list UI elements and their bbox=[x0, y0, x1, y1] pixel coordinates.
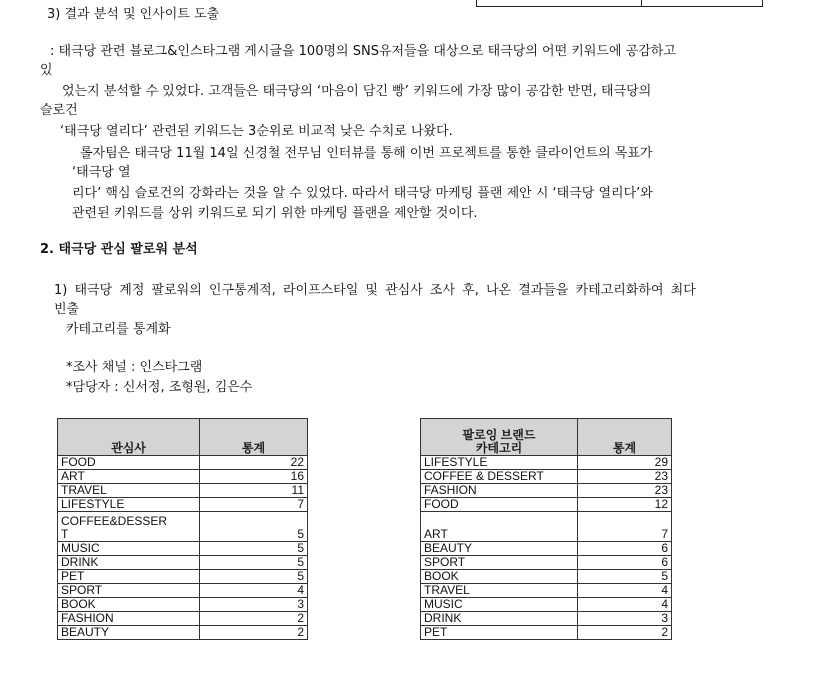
table-cell-count: 6 bbox=[578, 542, 672, 556]
table-cell-count: 5 bbox=[578, 570, 672, 584]
paragraph-line: 리다’ 핵심 슬로건의 강화라는 것을 알 수 있었다. 따라서 태극당 마케팅 플랜 제안 시 ‘태극당 열리다’와 bbox=[72, 186, 653, 201]
section-2-heading: 2. 태극당 관심 팔로워 분석 bbox=[40, 242, 198, 257]
table-cell-category: SPORT bbox=[421, 556, 578, 570]
table-cell-category: FASHION bbox=[58, 612, 200, 626]
paragraph-line: 1) 태극당 계정 팔로워의 인구통계적, 라이프스타일 및 관심사 조사 후, 나온 결과들을 카테고리화하여 최다 bbox=[54, 283, 696, 298]
table-cell-count: 2 bbox=[578, 626, 672, 640]
table-cell-category: FOOD bbox=[421, 498, 578, 512]
interest-table bbox=[57, 418, 308, 640]
paragraph-line: 슬로건 bbox=[40, 103, 78, 118]
table-cell-category: FASHION bbox=[421, 484, 578, 498]
interest-header: 관심사 bbox=[58, 419, 200, 456]
table-cell-category: DRINK bbox=[421, 612, 578, 626]
table-cell-category: FOOD bbox=[58, 456, 200, 470]
table-cell-count: 16 bbox=[200, 470, 308, 484]
paragraph-line: 었는지 분석할 수 있었다. 고객들은 태극당의 ‘마음이 담긴 빵’ 키워드에 가장 많이 공감한 반면, 태극당의 bbox=[62, 84, 652, 99]
table-cell-category: MUSIC bbox=[58, 542, 200, 556]
brand-category-header-line1: 팔로잉 브랜드 bbox=[462, 428, 536, 442]
table-cell-count: 5 bbox=[200, 512, 308, 542]
count-header: 통계 bbox=[578, 419, 672, 456]
brand-category-header-line2: 카테고리 bbox=[475, 441, 523, 455]
table-cell-count: 6 bbox=[578, 556, 672, 570]
paragraph-line: : 태극당 관련 블로그&인스타그램 게시글을 100명의 SNS유저들을 대상으로 태극당의 어떤 키워드에 공감하고 bbox=[50, 44, 676, 59]
paragraph-line: 빈출 bbox=[54, 302, 80, 317]
count-header: 통계 bbox=[200, 419, 308, 456]
table-cell-category: BEAUTY bbox=[58, 626, 200, 640]
brand-category-header bbox=[421, 419, 578, 456]
table-cell-category: COFFEE & DESSERT bbox=[421, 470, 578, 484]
table-cell-category: SPORT bbox=[58, 584, 200, 598]
paragraph-line: 카테고리를 통계화 bbox=[66, 322, 171, 337]
table-cell-count: 2 bbox=[200, 626, 308, 640]
table-cell-category: ART bbox=[421, 512, 578, 542]
paragraph-line: ‘태극당 열리다’ 관련된 키워드는 3순위로 비교적 낮은 수치로 나왔다. bbox=[60, 124, 453, 139]
paragraph-line: 롤자팀은 태극당 11월 14일 신경철 전무님 인터뷰를 통해 이번 프로젝트를 통한 클라이언트의 목표가 bbox=[80, 146, 653, 161]
table-cell-count: 12 bbox=[578, 498, 672, 512]
survey-staff: *담당자 : 신서정, 조형원, 김은수 bbox=[66, 380, 253, 395]
table-cell-count: 4 bbox=[578, 598, 672, 612]
table-cell-count: 4 bbox=[200, 584, 308, 598]
table-cell-category: TRAVEL bbox=[421, 584, 578, 598]
table-cell-count: 22 bbox=[200, 456, 308, 470]
table-cell-count: 29 bbox=[578, 456, 672, 470]
table-cell-count: 5 bbox=[200, 570, 308, 584]
table-cell-category: DRINK bbox=[58, 556, 200, 570]
table-cell-category: BOOK bbox=[421, 570, 578, 584]
table-cell-category: BOOK bbox=[58, 598, 200, 612]
table-cell-count: 5 bbox=[200, 542, 308, 556]
table-cell-count: 7 bbox=[200, 498, 308, 512]
table-cell-count: 4 bbox=[578, 584, 672, 598]
table-cell-category: PET bbox=[58, 570, 200, 584]
table-cell-category: COFFEE&DESSER T bbox=[58, 512, 200, 542]
table-cell-count: 11 bbox=[200, 484, 308, 498]
table-cell-count: 23 bbox=[578, 470, 672, 484]
table-cell-count: 2 bbox=[200, 612, 308, 626]
table-cell-category: LIFESTYLE bbox=[58, 498, 200, 512]
table-cell-count: 3 bbox=[578, 612, 672, 626]
table-cell-category: ART bbox=[58, 470, 200, 484]
following-brand-table bbox=[420, 418, 672, 640]
table-cell-category: TRAVEL bbox=[58, 484, 200, 498]
table-cell-count: 5 bbox=[200, 556, 308, 570]
table-cell-count: 3 bbox=[200, 598, 308, 612]
table-cell-category: BEAUTY bbox=[421, 542, 578, 556]
paragraph-line: ‘태극당 열 bbox=[72, 165, 131, 180]
table-cell-category: MUSIC bbox=[421, 598, 578, 612]
section-3-heading: 3) 결과 분석 및 인사이트 도출 bbox=[47, 7, 220, 22]
paragraph-line: 있 bbox=[40, 63, 53, 78]
table-cell-category: LIFESTYLE bbox=[421, 456, 578, 470]
table-cell-count: 23 bbox=[578, 484, 672, 498]
table-cell-count: 7 bbox=[578, 512, 672, 542]
table-fragment-top bbox=[476, 0, 763, 7]
table-cell-category: PET bbox=[421, 626, 578, 640]
survey-channel: *조사 채널 : 인스타그램 bbox=[66, 360, 203, 375]
paragraph-line: 관련된 키워드를 상위 키워드로 되기 위한 마케팅 플랜을 제안할 것이다. bbox=[72, 206, 478, 221]
